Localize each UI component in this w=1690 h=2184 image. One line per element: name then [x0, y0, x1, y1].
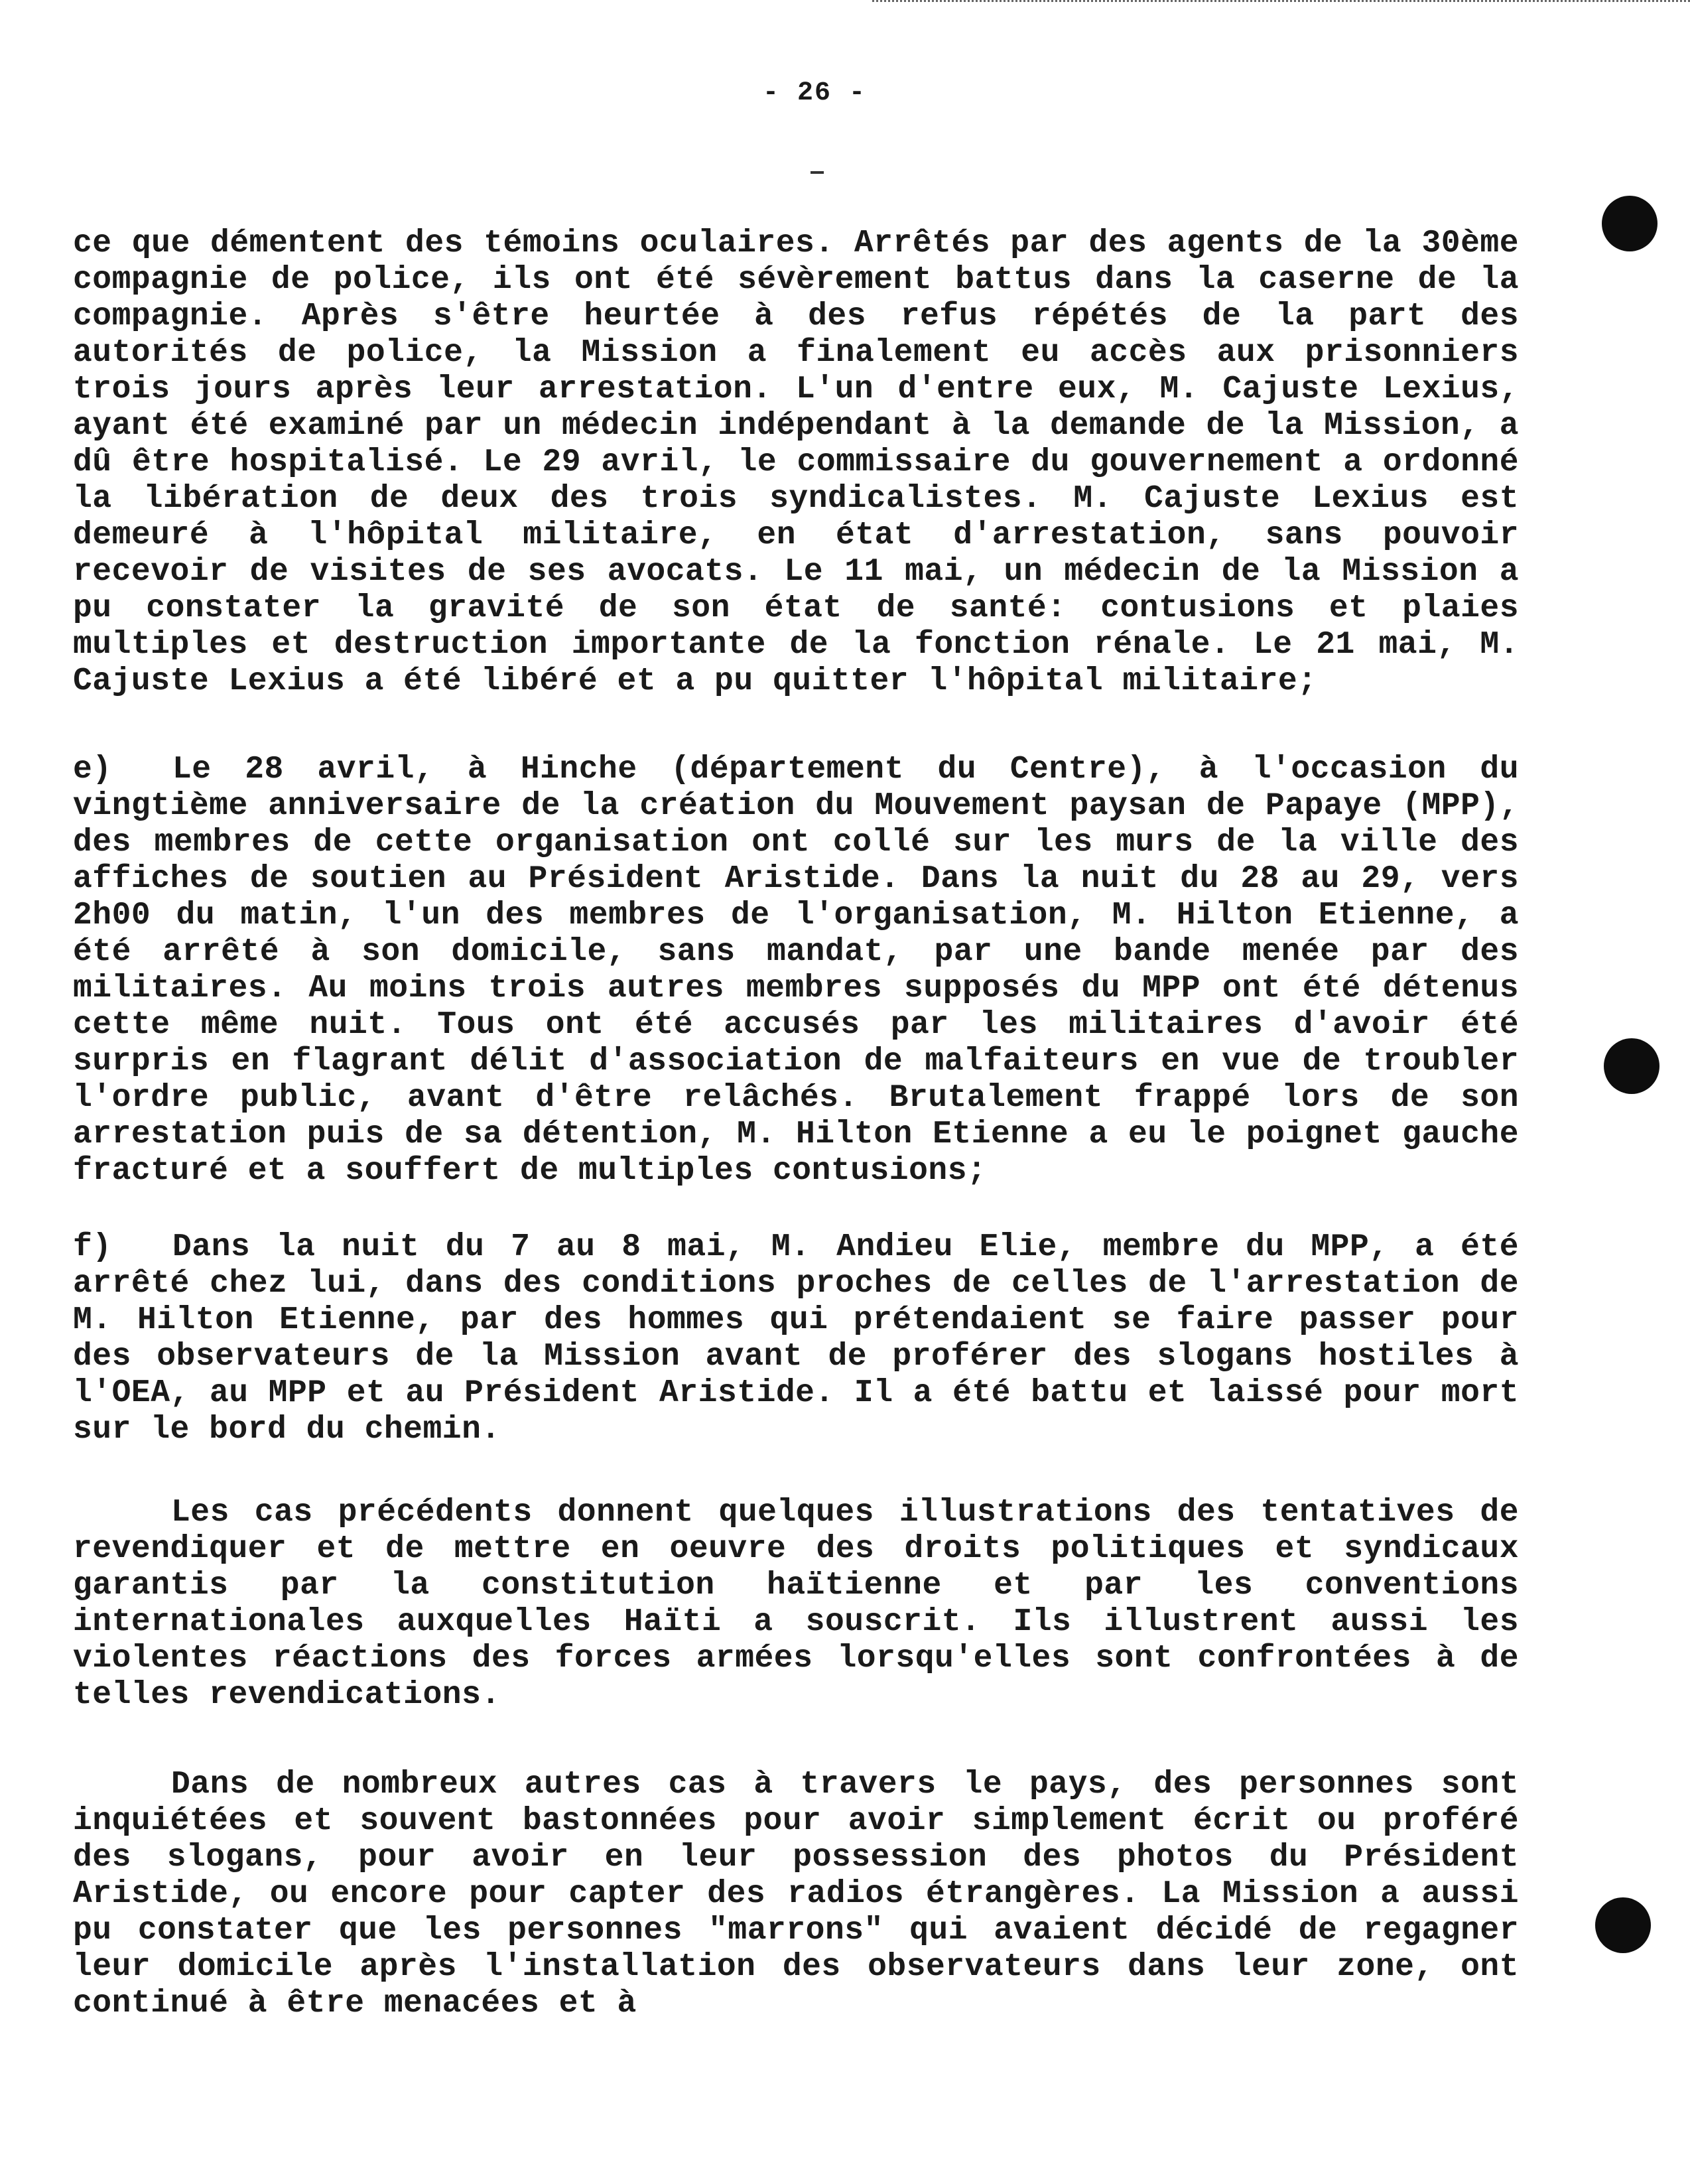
punch-hole-icon	[1602, 196, 1658, 251]
page-number: - 26 -	[763, 78, 867, 108]
paragraph-d-continued	[73, 226, 1519, 700]
item-letter: e)	[73, 752, 112, 787]
paragraph-cases	[73, 1495, 1519, 1714]
paragraph-text: Les cas précédents donnent quelques illustrations des tentatives de revendiquer et de mettre en oeuvre des droits politiques et syndicaux garantis par la constitution haïtienne et par les conventions internationales auxquelles Haïti a souscrit. Ils illustrent aussi les violentes réactions des forces armées lorsqu'elles sont confrontées à de telles revendications.	[73, 1495, 1519, 1713]
page-mark	[811, 171, 824, 174]
body-text	[73, 226, 1519, 2022]
punch-hole-icon	[1604, 1038, 1659, 1094]
paragraph-text: ce que démentent des témoins oculaires. Arrêtés par des agents de la 30ème compagnie de police, ils ont été sévèrement battus dans la caserne de la compagnie. Après s'être heurtée à des refus répétés de la part des autorités de police, la Mission a finalement eu accès aux prisonniers trois jours après leur arrestation. L'un d'entre eux, M. Cajuste Lexius, ayant été examiné par un médecin indépendant à la demande de la Mission, a dû être hospitalisé. Le 29 avril, le commissaire du gouvernement a ordonné la libération de deux des trois syndicalistes. M. Cajuste Lexius est demeuré à l'hôpital militaire, en état d'arrestation, sans pouvoir recevoir de visites de ses avocats. Le 11 mai, un médecin de la Mission a pu constater la gravité de son état de santé: contusions et plaies multiples et destruction importante de la fonction rénale. Le 21 mai, M. Cajuste Lexius a été libéré et a pu quitter l'hôpital militaire;	[73, 226, 1519, 699]
item-letter: f)	[73, 1229, 112, 1265]
paragraph-f	[73, 1229, 1519, 1448]
paragraph-other-cases	[73, 1767, 1519, 2022]
paragraph-text: Dans la nuit du 7 au 8 mai, M. Andieu Elie, membre du MPP, a été arrêté chez lui, dans des conditions proches de celles de l'arrestation de M. Hilton Etienne, par des hommes qui prétendaient se faire passer pour des observateurs de la Mission avant de proférer des slogans hostiles à l'OEA, au MPP et au Président Aristide. Il a été battu et laissé pour mort sur le bord du chemin.	[73, 1229, 1519, 1448]
top-edge-rule	[872, 0, 1690, 4]
paragraph-text: Le 28 avril, à Hinche (département du Centre), à l'occasion du vingtième anniversaire de la création du Mouvement paysan de Papaye (MPP), des membres de cette organisation ont collé sur les murs de la ville des affiches de soutien au Président Aristide. Dans la nuit du 28 au 29, vers 2h00 du matin, l'un des membres de l'organisation, M. Hilton Etienne, a été arrêté à son domicile, sans mandat, par une bande menée par des militaires. Au moins trois autres membres supposés du MPP ont été détenus cette même nuit. Tous ont été accusés par les militaires d'avoir été surpris en flagrant délit d'association de malfaiteurs en vue de troubler l'ordre public, avant d'être relâchés. Brutalement frappé lors de son arrestation puis de sa détention, M. Hilton Etienne a eu le poignet gauche fracturé et a souffert de multiples contusions;	[73, 752, 1519, 1189]
paragraph-e	[73, 752, 1519, 1190]
punch-hole-icon	[1595, 1897, 1651, 1953]
paragraph-text: Dans de nombreux autres cas à travers le pays, des personnes sont inquiétées et souvent bastonnées pour avoir simplement écrit ou proféré des slogans, pour avoir en leur possession des photos du Président Aristide, ou encore pour capter des radios étrangères. La Mission a aussi pu constater que les personnes "marrons" qui avaient décidé de regagner leur domicile après l'installation des observateurs dans leur zone, ont continué à être menacées et à	[73, 1767, 1519, 2021]
